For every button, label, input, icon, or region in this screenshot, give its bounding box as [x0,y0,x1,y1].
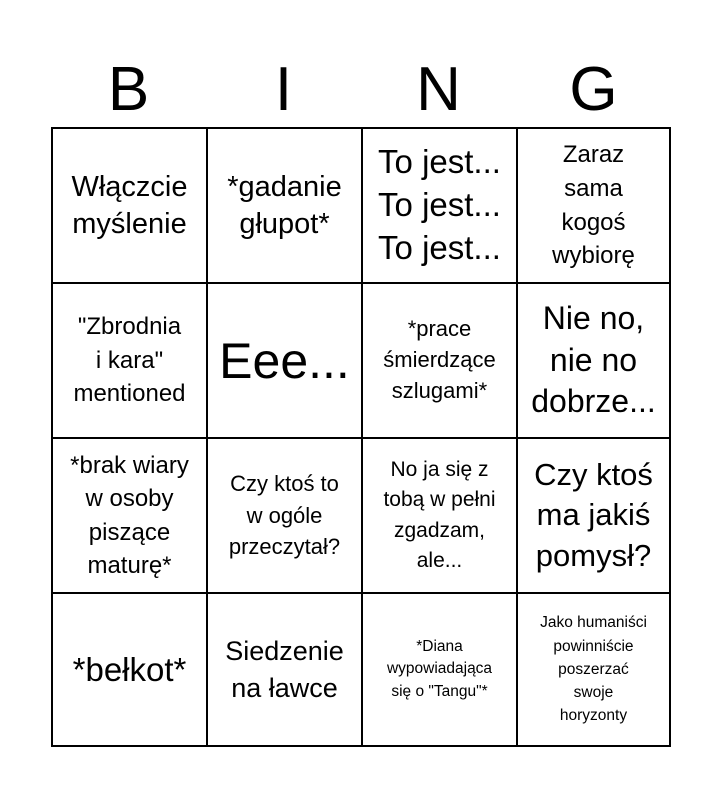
bingo-cell[interactable] [208,284,363,439]
cell-text: *Diana wypowiadająca się o "Tangu"* [386,637,493,700]
cell-text: Nie no, nie no dobrze... [531,300,656,420]
bingo-cell[interactable] [53,129,208,284]
header-letter-i: I [274,55,293,124]
bingo-cell[interactable] [53,439,208,594]
cell-text: *prace śmierdzące szlugami* [383,316,496,403]
cell-text: *bełkot* [72,650,187,688]
bingo-cell[interactable] [518,594,671,747]
bingo-cell[interactable] [518,284,671,439]
bingo-cell[interactable] [208,439,363,594]
header-letter-n: N [416,55,461,124]
bingo-cell[interactable] [363,129,518,284]
cell-text: Czy ktoś to w ogóle przeczytał? [228,470,341,560]
bingo-cell[interactable] [363,284,518,439]
bingo-cell[interactable] [208,129,363,284]
cell-text: "Zbrodnia i kara" mentioned [73,313,186,408]
header-letter-g: G [569,55,618,124]
bingo-grid [51,127,671,747]
header-letter-b: B [107,55,150,124]
cell-text: Czy ktoś ma jakiś pomysł? [534,457,653,573]
cell-text: Jako humaniści powinniście poszerzać swoje horyzonty [540,614,647,725]
bingo-cell[interactable] [53,594,208,747]
bingo-cell[interactable] [518,439,671,594]
cell-text: *brak wiary w osoby piszące maturę* [70,452,189,579]
cell-text: To jest... To jest... To jest... [378,143,501,266]
bingo-cell[interactable] [208,594,363,747]
cell-text: Eee... [219,332,350,389]
cell-text: No ja się z tobą w pełni zgadzam, ale... [383,457,496,572]
cell-text: *gadanie głupot* [227,171,342,240]
bingo-cell[interactable] [53,284,208,439]
bingo-header [51,52,671,128]
bingo-cell[interactable] [363,594,518,747]
bingo-cell[interactable] [363,439,518,594]
cell-text: Zaraz sama kogoś wybiorę [552,141,635,270]
cell-text: Włączcie myślenie [71,171,188,240]
cell-text: Siedzenie na ławce [225,636,344,703]
bingo-cell[interactable] [518,129,671,284]
